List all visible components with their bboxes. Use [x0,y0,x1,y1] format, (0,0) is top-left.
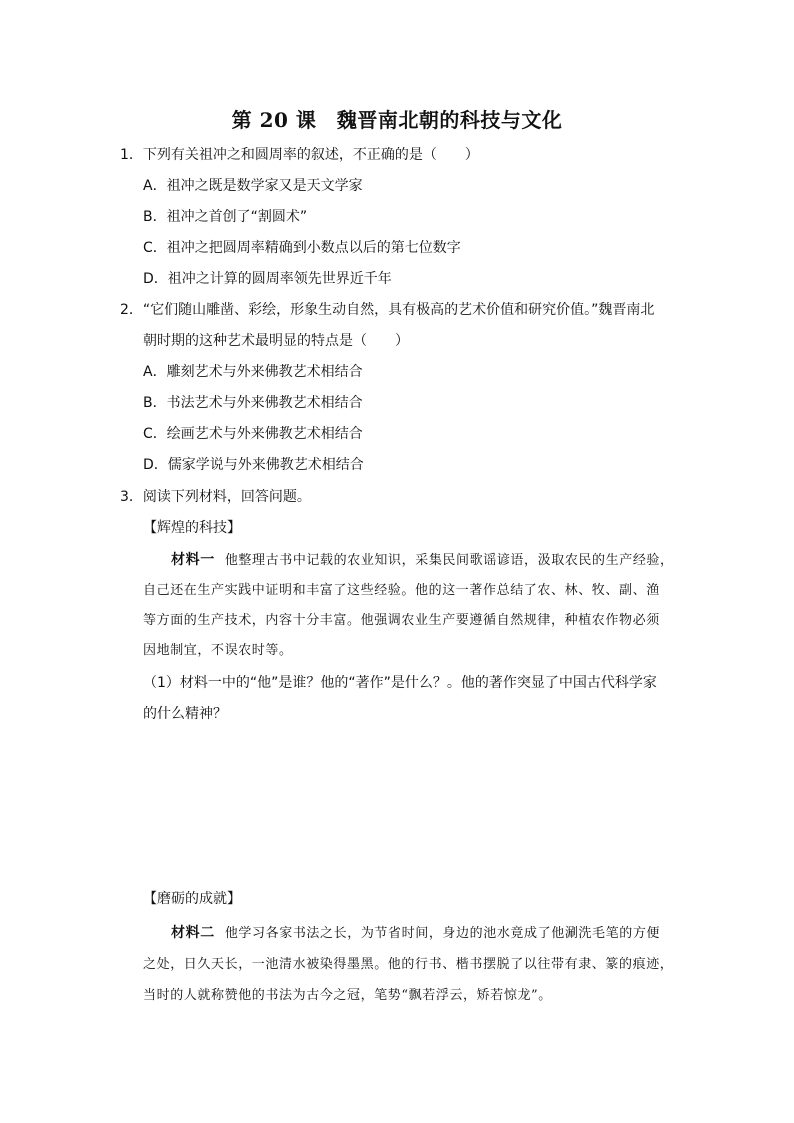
material-1-text: 他整理古书中记载的农业知识，采集民间歌谣谚语，汲取农民的生产经验， [224,553,674,568]
material-2-line-3: 当时的人就称赞他的书法为古今之冠，笔势“飘若浮云，矫若惊龙”。 [143,988,552,1003]
sub-question-1-line-2: 的什么精神？ [143,706,227,722]
section-heading-science: 【辉煌的科技】 [143,520,241,536]
material-2-line-2: 之处，日久天长，一池清水被染得墨黑。他的行书、楷书摆脱了以往带有隶、篆的痕迹， [143,957,674,972]
question-2-option-d: D．儒家学说与外来佛教艺术相结合 [143,457,364,473]
question-2-stem-line-1: 2．“它们随山雕凿、彩绘，形象生动自然，具有极高的艺术价值和研究价值。”魏晋南北 [120,302,655,318]
question-1-stem: 1．下列有关祖冲之和圆周率的叙述，不正确的是（ ） [120,147,479,163]
question-2-option-b: B．书法艺术与外来佛教艺术相结合 [143,395,363,411]
material-1-line-2: 自己还在生产实践中证明和丰富了这些经验。他的这一著作总结了农、林、牧、副、渔 [143,583,660,598]
page-title: 第 20 课 魏晋南北朝的科技与文化 [231,108,563,132]
material-2-text: 他学习各家书法之长，为节省时间，身边的池水竟成了他涮洗毛笔的方便 [224,926,661,941]
question-1-option-c: C．祖冲之把圆周率精确到小数点以后的第七位数字 [143,240,461,256]
material-1-line-3: 等方面的生产技术，内容十分丰富。他强调农业生产要遵循自然规律，种植农作物必须 [143,613,660,628]
material-1-line-1 [171,550,674,571]
question-1-option-a: A．祖冲之既是数学家又是天文学家 [143,178,363,194]
question-3-stem: 3．阅读下列材料，回答问题。 [120,489,311,505]
material-1-label: 材料一 [171,552,215,568]
sub-question-1-line-1: （1）材料一中的“他”是谁？他的“著作”是什么？。他的著作突显了中国古代科学家 [143,675,657,691]
question-2-option-a: A．雕刻艺术与外来佛教艺术相结合 [143,364,363,380]
question-2-stem-line-2: 朝时期的这种艺术最明显的特点是（ ） [143,333,409,349]
question-1-option-b: B．祖冲之首创了“割圆术” [143,209,308,225]
material-2-label: 材料二 [171,925,215,941]
question-1-option-d: D．祖冲之计算的圆周率领先世界近千年 [143,271,392,287]
section-heading-achievement: 【磨砺的成就】 [143,891,241,907]
question-2-option-c: C．绘画艺术与外来佛教艺术相结合 [143,426,363,442]
material-2-line-1 [171,923,660,944]
material-1-line-4: 因地制宜，不误农时等。 [143,643,293,658]
